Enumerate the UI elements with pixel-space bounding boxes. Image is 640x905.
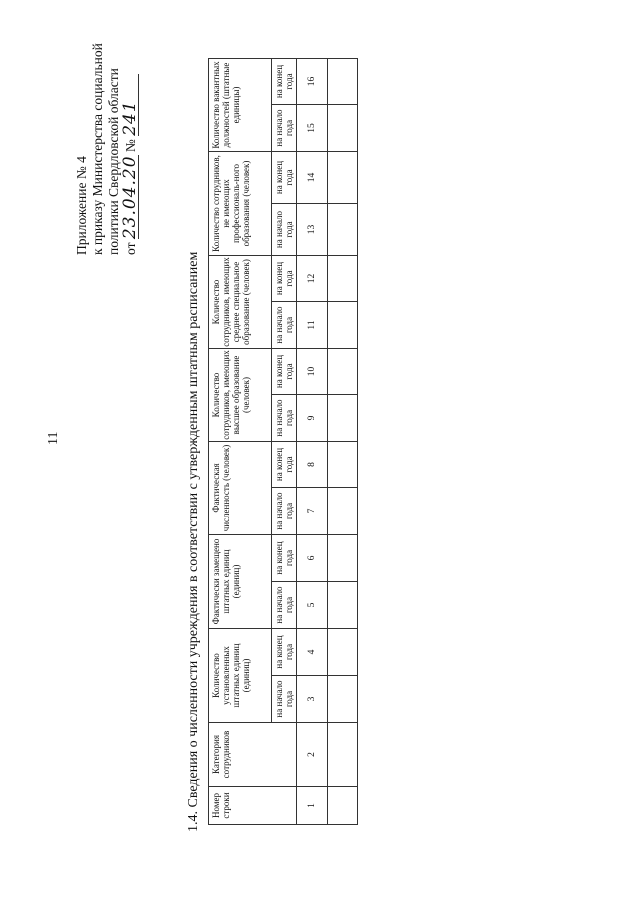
staffing-table (208, 58, 358, 825)
table-cell (328, 442, 358, 488)
subheader-end: на конец года (272, 349, 297, 395)
subheader-end: на конец года (272, 256, 297, 302)
appendix-order-line: к приказу Министерства социальной (90, 43, 105, 255)
header-row-number: Номер строки (209, 787, 297, 825)
table-cell (328, 59, 358, 105)
appendix-block (74, 15, 139, 255)
handwritten-date: 23.04.20 (120, 155, 140, 240)
appendix-date-line (122, 15, 139, 255)
subheader-end: на конец года (272, 59, 297, 105)
subheader-start: на начало года (272, 582, 297, 629)
subheader-start: на начало года (272, 302, 297, 349)
column-number: 15 (297, 105, 328, 152)
column-number: 7 (297, 488, 328, 535)
subheader-start: на начало года (272, 204, 297, 256)
column-number: 14 (297, 152, 328, 204)
table-cell (328, 723, 358, 787)
column-number: 6 (297, 535, 328, 582)
subheader-start: на начало года (272, 395, 297, 442)
header-category: Категория сотрудников (209, 723, 297, 787)
table-cell (328, 105, 358, 152)
section-title: 1.4. Сведения о численности учреждения в соответствии с утвержденным штатным расписанием (186, 251, 201, 832)
subheader-end: на конец года (272, 442, 297, 488)
column-number: 16 (297, 59, 328, 105)
subheader-start: на начало года (272, 676, 297, 723)
column-number: 4 (297, 629, 328, 676)
column-number: 5 (297, 582, 328, 629)
appendix-ministry-line: политики Свердловской области (106, 68, 121, 255)
date-prefix: от (123, 242, 138, 255)
subheader-start: на начало года (272, 488, 297, 535)
table-cell (328, 152, 358, 204)
table-cell (328, 488, 358, 535)
column-number: 11 (297, 302, 328, 349)
table-cell (328, 582, 358, 629)
column-number: 2 (297, 723, 328, 787)
column-number: 13 (297, 204, 328, 256)
table-cell (328, 787, 358, 825)
table-row (328, 59, 358, 825)
column-number: 12 (297, 256, 328, 302)
table-cell (328, 204, 358, 256)
column-number: 3 (297, 676, 328, 723)
header-filled-units: Фактически замещено штатных единиц (единиц) (209, 535, 272, 629)
header-higher-education: Количество сотрудников, имеющих высшее образование (человек) (209, 349, 272, 442)
header-secondary-special: Количество сотрудников, имеющих среднее специальное образование (человек) (209, 256, 272, 349)
page-number: 11 (46, 431, 61, 445)
subheader-end: на конец года (272, 535, 297, 582)
header-established-units: Количество установленных штатных единиц (единиц) (209, 629, 272, 723)
table-cell (328, 629, 358, 676)
table-cell (328, 535, 358, 582)
number-prefix: № (123, 139, 138, 153)
table-header-row (209, 59, 272, 825)
handwritten-number: 241 (122, 74, 139, 136)
table-cell (328, 349, 358, 395)
header-vacancies: Количество вакантных должностей (штатные единицы) (209, 59, 272, 152)
table-subheader-row (272, 59, 297, 825)
header-actual-headcount: Фактическая численность (человек) (209, 442, 272, 535)
column-number: 10 (297, 349, 328, 395)
column-number: 1 (297, 787, 328, 825)
column-number-row (297, 59, 328, 825)
subheader-start: на начало года (272, 105, 297, 152)
column-number: 9 (297, 395, 328, 442)
header-no-professional: Количество сотрудников, не имеющих профессиональ-ного образования (человек) (209, 152, 272, 256)
subheader-end: на конец года (272, 152, 297, 204)
table-cell (328, 395, 358, 442)
subheader-end: на конец года (272, 629, 297, 676)
table-cell (328, 256, 358, 302)
appendix-title: Приложение № 4 (74, 156, 89, 255)
column-number: 8 (297, 442, 328, 488)
table-cell (328, 676, 358, 723)
table-cell (328, 302, 358, 349)
